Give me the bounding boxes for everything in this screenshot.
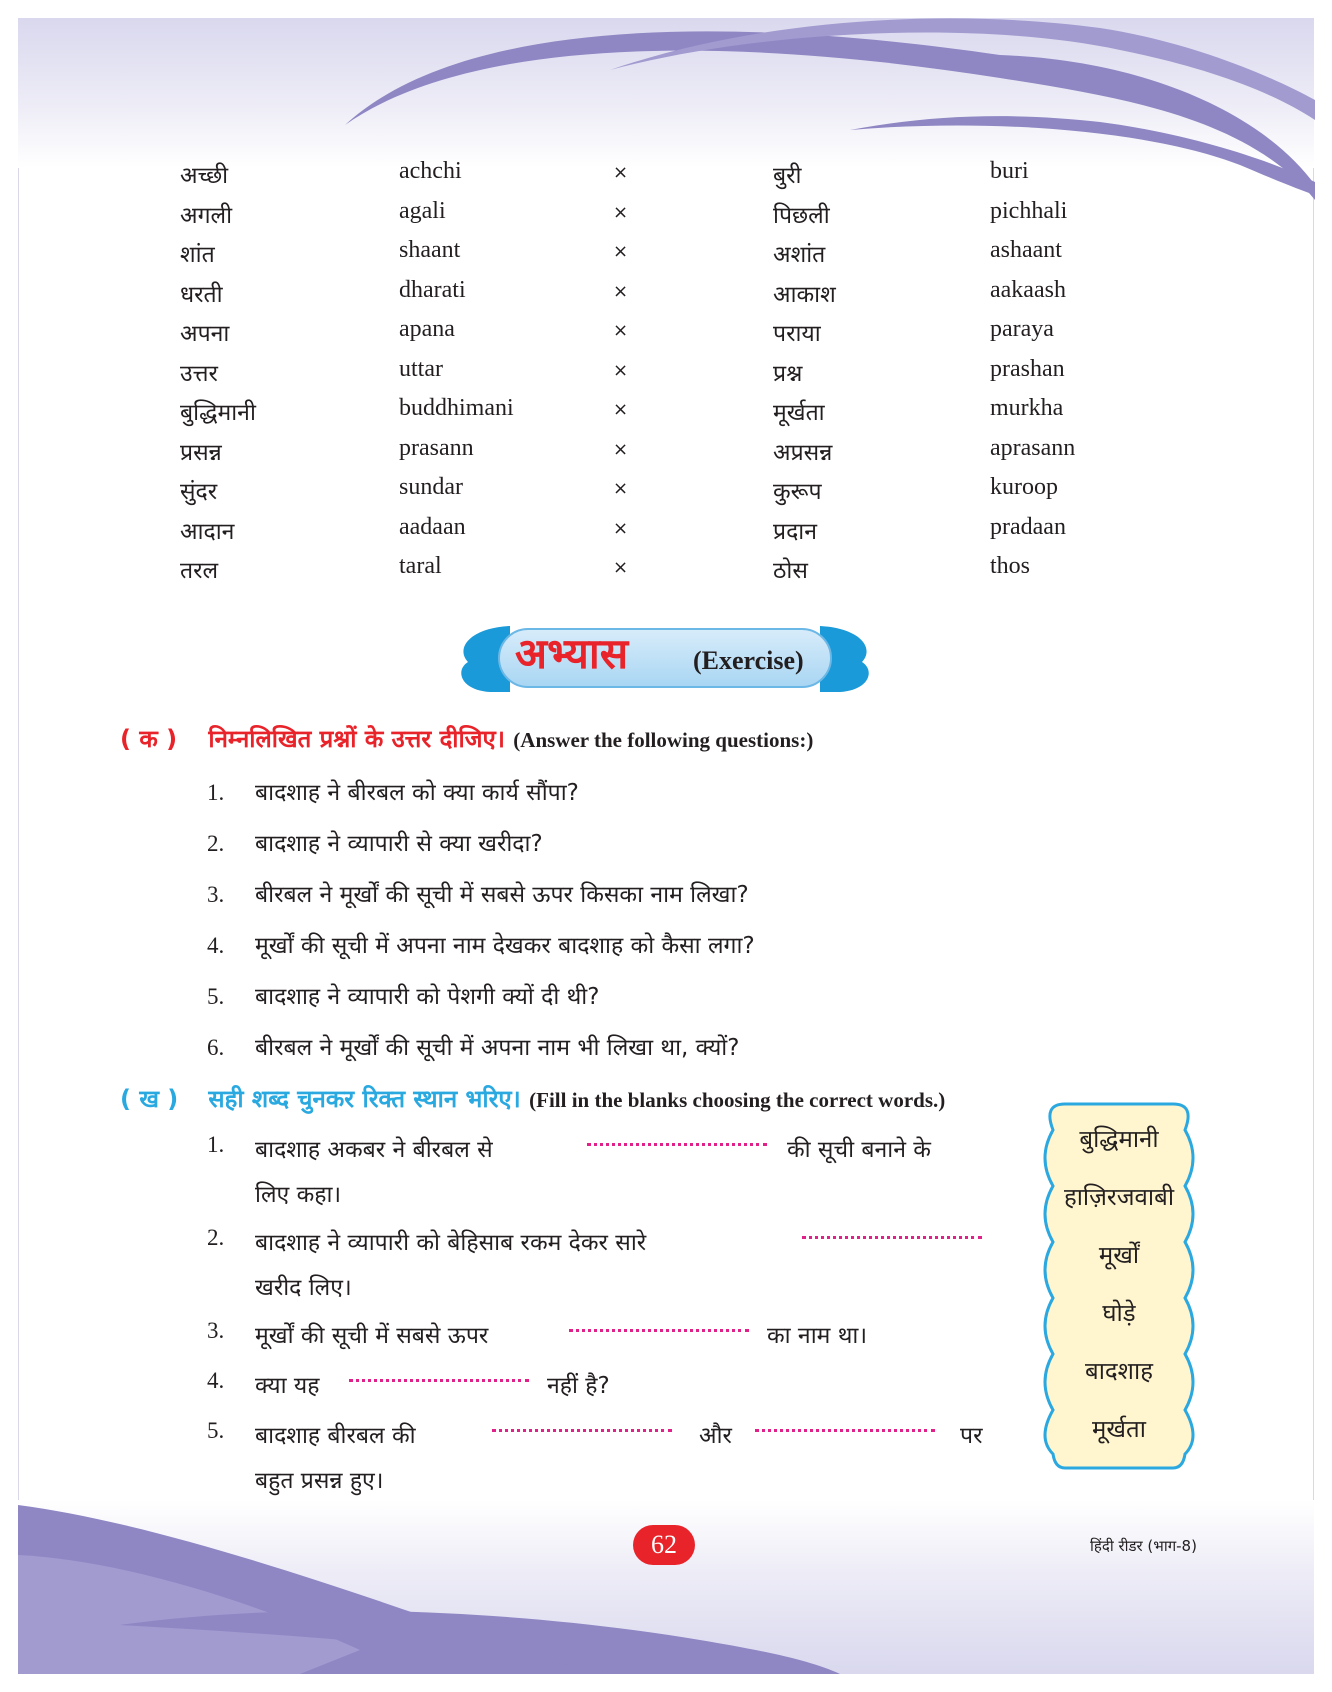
opposite-translit: aprasann — [990, 434, 1076, 461]
word-hindi: आदान — [180, 518, 235, 545]
question-text: बादशाह ने बीरबल को क्या कार्य सौंपा? — [255, 780, 579, 806]
word-translit: achchi — [399, 158, 462, 184]
cross-sign: × — [613, 478, 629, 499]
antonym-row — [180, 316, 1160, 356]
word-translit: prasann — [399, 434, 474, 461]
cross-sign: × — [613, 162, 629, 183]
opposite-hindi: मूर्खता — [773, 400, 825, 426]
question-text: बादशाह ने व्यापारी को पेशगी क्यों दी थी? — [255, 984, 600, 1010]
item-text: की सूची बनाने के — [787, 1137, 931, 1163]
question-item — [207, 928, 755, 960]
word-hindi: सुंदर — [180, 479, 218, 505]
item-number: 1. — [207, 1132, 225, 1157]
blank-line[interactable] — [755, 1426, 935, 1432]
blank-line[interactable] — [349, 1376, 529, 1382]
fill-blank-item — [207, 1225, 1007, 1305]
section-a-heading — [120, 722, 813, 755]
item-number: 4. — [207, 1368, 225, 1393]
antonyms-list — [180, 158, 1160, 593]
opposite-translit: aakaash — [990, 276, 1066, 303]
item-text: बादशाह ने व्यापारी को बेहिसाब रकम देकर सारे — [255, 1230, 647, 1256]
question-number: 4. — [207, 933, 225, 958]
opposite-translit: prashan — [990, 355, 1065, 382]
word-choices-box — [1035, 1100, 1203, 1472]
antonym-row — [180, 395, 1160, 435]
section-a-label: ( क ) — [120, 725, 178, 753]
antonym-row — [180, 356, 1160, 396]
question-number: 2. — [207, 831, 225, 856]
word-hindi: बुद्धिमानी — [180, 400, 256, 426]
item-text: का नाम था। — [767, 1323, 868, 1349]
item-text: नहीं है? — [547, 1373, 610, 1399]
word-hindi: अगली — [180, 202, 233, 229]
opposite-hindi: अप्रसन्न — [773, 439, 833, 466]
blank-line[interactable] — [492, 1426, 672, 1432]
cross-sign: × — [613, 517, 629, 539]
opposite-translit: pradaan — [990, 513, 1066, 540]
word-choice: बुद्धिमानी — [1079, 1125, 1159, 1153]
antonym-row — [180, 553, 1160, 593]
exercise-banner — [450, 618, 880, 700]
word-translit: apana — [399, 316, 455, 342]
cross-sign: × — [613, 280, 629, 302]
question-text: बादशाह ने व्यापारी से क्या खरीदा? — [255, 831, 543, 857]
word-hindi: अपना — [180, 321, 230, 347]
question-number: 1. — [207, 780, 225, 805]
question-number: 6. — [207, 1035, 225, 1060]
item-number: 5. — [207, 1418, 225, 1443]
question-item — [207, 979, 599, 1011]
opposite-hindi: ठोस — [773, 558, 808, 584]
opposite-translit: murkha — [990, 395, 1064, 421]
question-item — [207, 826, 543, 858]
opposite-translit: buri — [990, 158, 1029, 184]
section-b-label: ( ख ) — [120, 1085, 179, 1113]
opposite-hindi: अशांत — [773, 242, 826, 268]
section-b-title-hindi: सही शब्द चुनकर रिक्त स्थान भरिए। — [208, 1085, 521, 1113]
opposite-translit: ashaant — [990, 237, 1062, 263]
fill-blank-item — [207, 1368, 1007, 1408]
question-number: 5. — [207, 984, 225, 1009]
fill-blank-item — [207, 1418, 1007, 1498]
question-item — [207, 775, 579, 807]
item-text: बादशाह बीरबल की — [255, 1423, 416, 1449]
item-text: बादशाह अकबर ने बीरबल से — [255, 1137, 493, 1163]
opposite-hindi: आकाश — [773, 281, 836, 308]
cross-sign: × — [613, 320, 629, 341]
blank-line[interactable] — [569, 1326, 749, 1332]
banner-title-english: (Exercise) — [693, 646, 804, 675]
antonym-row — [180, 435, 1160, 475]
question-item — [207, 877, 749, 909]
cross-sign: × — [613, 201, 629, 223]
item-text: खरीद लिए। — [255, 1275, 352, 1301]
section-a-title-english: (Answer the following questions:) — [513, 728, 814, 752]
word-hindi: उत्तर — [180, 360, 218, 387]
question-item — [207, 1030, 739, 1062]
word-translit: agali — [399, 197, 446, 224]
word-translit: dharati — [399, 276, 466, 303]
word-hindi: धरती — [180, 281, 223, 308]
antonym-row — [180, 237, 1160, 277]
banner-title-hindi: अभ्यास — [515, 629, 629, 678]
item-text: और — [699, 1423, 732, 1449]
opposite-hindi: प्रश्न — [773, 360, 803, 387]
antonym-row — [180, 514, 1160, 554]
word-hindi: तरल — [180, 558, 219, 584]
item-text: पर — [960, 1423, 983, 1449]
word-choice: हाज़िरजवाबी — [1063, 1183, 1175, 1211]
section-b-heading — [120, 1082, 945, 1115]
word-choice: बादशाह — [1085, 1357, 1153, 1385]
question-text: मूर्खों की सूची में अपना नाम देखकर बादशाह को कैसा लगा? — [255, 933, 755, 959]
cross-sign: × — [613, 359, 629, 381]
item-number: 2. — [207, 1225, 225, 1250]
opposite-translit: paraya — [990, 316, 1054, 342]
cross-sign: × — [613, 438, 629, 460]
book-title-footer: हिंदी रीडर (भाग-8) — [1090, 1537, 1197, 1555]
antonym-row — [180, 198, 1160, 238]
word-hindi: प्रसन्न — [180, 439, 222, 466]
antonym-row — [180, 474, 1160, 514]
cross-sign: × — [613, 399, 629, 420]
opposite-hindi: बुरी — [773, 163, 802, 189]
question-text: बीरबल ने मूर्खों की सूची में अपना नाम भी लिखा था, क्यों? — [255, 1035, 740, 1061]
word-translit: uttar — [399, 355, 443, 382]
antonym-row — [180, 158, 1160, 198]
item-text: लिए कहा। — [255, 1182, 342, 1208]
blank-line[interactable] — [587, 1140, 767, 1146]
word-translit: aadaan — [399, 513, 466, 540]
section-a-title-hindi: निम्नलिखित प्रश्नों के उत्तर दीजिए। — [208, 725, 505, 753]
opposite-translit: kuroop — [990, 474, 1058, 500]
word-hindi: अच्छी — [180, 163, 229, 189]
opposite-hindi: प्रदान — [773, 518, 818, 545]
word-choice: मूर्खता — [1092, 1415, 1146, 1443]
cross-sign: × — [613, 241, 629, 262]
blank-line[interactable] — [802, 1233, 982, 1239]
antonym-row — [180, 277, 1160, 317]
page-number: 62 — [633, 1525, 695, 1565]
word-translit: taral — [399, 553, 442, 579]
fill-blank-item — [207, 1132, 1007, 1212]
word-choice: मूर्खों — [1098, 1241, 1140, 1269]
cross-sign: × — [613, 557, 629, 578]
word-hindi: शांत — [180, 242, 215, 268]
word-translit: buddhimani — [399, 395, 514, 421]
item-number: 3. — [207, 1318, 225, 1343]
opposite-hindi: कुरूप — [773, 479, 822, 505]
opposite-hindi: पिछली — [773, 202, 830, 229]
item-text: बहुत प्रसन्न हुए। — [255, 1468, 384, 1494]
word-choice: घोड़े — [1102, 1299, 1136, 1327]
question-text: बीरबल ने मूर्खों की सूची में सबसे ऊपर किसका नाम लिखा? — [255, 882, 749, 908]
fill-blank-item — [207, 1318, 1007, 1358]
word-translit: sundar — [399, 474, 463, 500]
word-translit: shaant — [399, 237, 461, 263]
item-text: क्या यह — [255, 1373, 320, 1399]
opposite-translit: thos — [990, 553, 1031, 579]
item-text: मूर्खों की सूची में सबसे ऊपर — [255, 1323, 489, 1349]
opposite-hindi: पराया — [773, 321, 821, 347]
question-number: 3. — [207, 882, 225, 907]
section-b-title-english: (Fill in the blanks choosing the correct words.) — [529, 1088, 946, 1112]
opposite-translit: pichhali — [990, 197, 1068, 224]
